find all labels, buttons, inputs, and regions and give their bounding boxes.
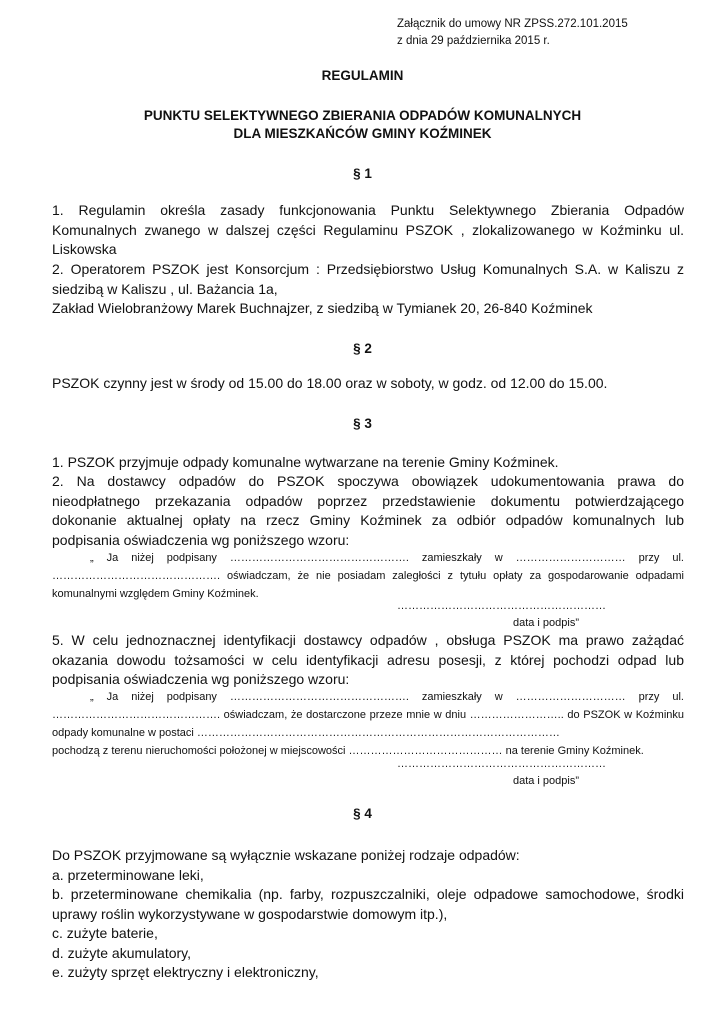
attachment-note [397,16,628,50]
section-heading-3: § 3 [353,416,372,431]
signature-label: data i podpis” [512,775,579,787]
section3-paragraph5: 5. W celu jednoznacznej identyfikacji dostawcy odpadów , obsługa PSZOK ma prawo zażądać okazania dowodu tożsamości w celu identyfikacji adresu posesji, z której pochodzi odpad lub podpisania oświadczenia wg poniższego wzoru: [52,632,684,687]
list-item: d. zużyte akumulatory, [52,944,192,961]
signature-block-2 [397,756,606,790]
attachment-line: Załącznik do umowy NR ZPSS.272.101.2015 [397,18,628,30]
signature-label: data i podpis” [512,617,579,629]
section4-content [52,846,684,983]
list-item: e. zużyty sprzęt elektryczny i elektroniczny, [52,964,319,980]
section-heading-4: § 4 [353,806,372,821]
declaration-form-2: „ Ja niżej podpisany …………………………………………. zamieszkały w ………………………… przy ul. ………………………………………. oświadczam, że dostarczone przeze mnie w dniu …………………….. do PSZOK w Koźminku odpady komunalne w postaci ……………………………………………………………………………………… pochodzą z terenu nieruchomości położonej w miejscowości …………………………………… na terenie Gminy Koźminek. [52,691,684,757]
document-title: REGULAMIN [321,68,404,83]
section3-paragraph1: 1. PSZOK przyjmuje odpady komunalne wytwarzane na terenie Gminy Koźminek. [52,454,559,470]
list-item: uprawy roślin wykorzystywane w gospodarstwie domowym itp.), [52,905,448,922]
section4-intro: Do PSZOK przyjmowane są wyłącznie wskazane poniżej rodzaje odpadów: [52,847,520,863]
section3-paragraph2: 2. Na dostawcy odpadów do PSZOK spoczywa obowiązek udokumentowania prawa do nieodpłatnego przekazania odpadów poprzez przedstawienie dokumentu potwierdzającego dokonanie aktualnej opłaty na rzecz Gminy Koźminek za odbiór odpadów komunalnych lub podpisania oświadczenia wg poniższego wzoru: [52,473,684,548]
document-subtitle-line1: PUNKTU SELEKTYWNEGO ZBIERANIA ODPADÓW KOMUNALNYCH [143,108,582,123]
list-item: c. zużyte baterie, [52,925,158,941]
section-heading-2: § 2 [353,341,372,356]
attachment-date: z dnia 29 października 2015 r. [397,35,550,47]
signature-block-1 [397,598,606,632]
document-subtitle-line2: DLA MIESZKAŃCÓW GMINY KOŹMINEK [233,126,492,141]
signature-line: ………………………………………………… [397,600,606,612]
section1-paragraph1: 1. Regulamin określa zasady funkcjonowania Punktu Selektywnego Zbierania Odpadów Komunalnych zwanego w dalszej części Regulaminu PSZOK , zlokalizowanego w Koźminku ul. Liskowska [52,202,684,257]
declaration-form-1: „ Ja niżej podpisany …………………………………………. zamieszkały w ………………………… przy ul. ………………………………………. oświadczam, że nie posiadam zaległości z tytułu opłaty za gospodarowanie odpadami komunalnymi względem Gminy Koźminek. [52,552,684,600]
section1-paragraph2: 2. Operatorem PSZOK jest Konsorcjum : Przedsiębiorstwo Usług Komunalnych S.A. w Kaliszu z siedzibą w Kaliszu , ul. Bażancia 1a, Zakład Wielobranżowy Marek Buchnajzer, z siedzibą w Tymianek 20, 26-840 Koźminek [52,261,684,316]
section2-hours: PSZOK czynny jest w środy od 15.00 do 18.00 oraz w soboty, w godz. od 12.00 do 15.00. [52,375,608,391]
list-item: a. przeterminowane leki, [52,866,204,883]
section-heading-1: § 1 [353,166,372,181]
signature-line: ………………………………………………… [397,758,606,770]
list-item: b. przeterminowane chemikalia (np. farby, rozpuszczalniki, oleje odpadowe samochodowe, środki [52,886,684,902]
